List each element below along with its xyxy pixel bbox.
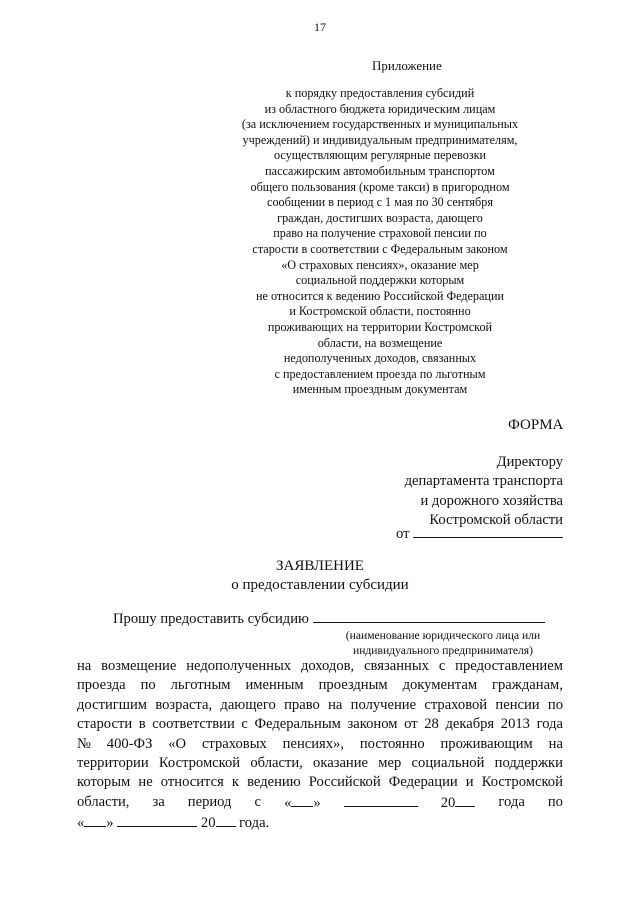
start-day-field: « » xyxy=(284,794,321,811)
body-line xyxy=(77,657,563,676)
body-word: право xyxy=(284,696,320,713)
end-month-blank xyxy=(117,813,197,827)
body-word: получение xyxy=(350,696,417,713)
body-word: пенсии xyxy=(495,696,540,713)
text-line: «О страховых пенсиях», оказание мер xyxy=(281,257,479,272)
body-word: льготным xyxy=(170,677,231,694)
body-word: года xyxy=(498,793,525,810)
body-word: постоянно xyxy=(359,735,425,752)
text-line: (наименование юридического лица или xyxy=(345,629,541,642)
start-day-blank xyxy=(291,793,313,807)
body-word: не xyxy=(138,774,153,791)
body-word: к xyxy=(231,774,239,791)
body-word: Федеральным xyxy=(254,716,341,733)
body-word: которым xyxy=(77,774,131,791)
body-word: ведению xyxy=(247,774,301,791)
body-word: с xyxy=(438,658,446,674)
body-line xyxy=(77,696,563,715)
text-line: департамента транспорта xyxy=(404,473,563,490)
body-word: Костромской xyxy=(481,774,563,791)
text-line: (за исключением государственных и муниципальных xyxy=(241,117,519,132)
text-line: учреждений) и индивидуальным предпринимателям, xyxy=(242,132,518,147)
body-line xyxy=(77,676,563,695)
statement-heading xyxy=(0,557,640,595)
body-word: дающего xyxy=(220,696,276,713)
text-line: граждан, достигших возраста, дающего xyxy=(277,210,483,225)
body-word: за xyxy=(152,793,165,810)
body-word: с xyxy=(241,716,248,733)
body-word: старости xyxy=(77,716,133,733)
from-label: от xyxy=(396,526,410,542)
body-word: территории xyxy=(77,755,149,772)
last-line: « » 20 года. xyxy=(77,815,270,832)
statement-subtitle: о предоставлении субсидии xyxy=(231,577,409,593)
text-line: социальной поддержки которым xyxy=(295,273,465,288)
body-word: Федерации xyxy=(388,774,458,791)
body-word: страховых xyxy=(201,735,267,752)
text-line: Директору xyxy=(496,454,563,470)
text-line: с предоставлением проезда по льготным xyxy=(274,366,486,381)
applicant-name-hint xyxy=(323,628,563,658)
form-label: ФОРМА xyxy=(508,417,564,433)
text-line: общего пользования (кроме такси) в пригородном xyxy=(250,179,510,194)
text-line: индивидуального предпринимателя) xyxy=(352,644,534,657)
body-word: на xyxy=(328,696,343,713)
body-word: проживающим xyxy=(440,735,533,752)
body-word: возмещение xyxy=(101,658,177,674)
body-word: Российской xyxy=(308,774,381,791)
text-line: и дорожного хозяйства xyxy=(420,492,563,509)
body-word: соответствии xyxy=(152,716,235,733)
text-line: области, на возмещение xyxy=(317,335,443,350)
body-word: «О xyxy=(168,735,187,752)
body-word: законом xyxy=(347,716,398,733)
text-line: к порядку предоставления субсидий xyxy=(285,86,475,100)
statement-title: ЗАЯВЛЕНИЕ xyxy=(276,558,364,574)
body-word: по xyxy=(547,793,563,810)
body-word: 400-ФЗ xyxy=(106,735,153,752)
end-year-blank xyxy=(216,813,236,827)
request-field xyxy=(113,609,545,628)
body-word: предоставлением xyxy=(455,658,563,674)
body-word: именным xyxy=(245,677,304,694)
text-line: Костромской области xyxy=(429,511,563,528)
text-line: именным проездным документам xyxy=(292,382,468,397)
text-line: не относится к ведению Российской Федерации xyxy=(256,288,504,303)
body-word: Костромской xyxy=(158,755,241,772)
start-year-blank xyxy=(455,793,475,807)
body-word: пенсиях», xyxy=(282,735,344,752)
start-year-field: 20 xyxy=(441,793,476,813)
body-word: оказание xyxy=(313,755,369,772)
request-text: Прошу предоставить субсидию xyxy=(113,611,309,627)
body-word: по xyxy=(140,677,156,694)
text-line: недополученных доходов, связанных xyxy=(283,351,477,366)
text-line: сообщении в период с 1 мая по 30 сентября xyxy=(267,195,493,210)
body-word: от xyxy=(404,716,418,733)
body-line xyxy=(77,754,563,773)
body-line xyxy=(77,773,563,792)
body-word: гражданам, xyxy=(492,677,563,694)
text-line: из областного бюджета юридическим лицам xyxy=(264,101,496,116)
body-word: социальной xyxy=(411,755,485,772)
body-word: в xyxy=(138,716,146,733)
body-word: на xyxy=(548,735,563,752)
body-word: области, xyxy=(77,793,130,810)
addressee-block xyxy=(303,453,563,530)
from-field xyxy=(396,524,563,543)
period-line xyxy=(77,793,563,813)
text-line: право на получение страховой пенсии по xyxy=(273,226,487,241)
body-line xyxy=(77,735,563,754)
text-line: пассажирским автомобильным транспортом xyxy=(265,163,495,178)
body-word: поддержки xyxy=(494,755,563,772)
body-word: доходов, xyxy=(300,658,355,674)
body-word: документам xyxy=(402,677,478,694)
appendix-text xyxy=(240,86,520,398)
statement-body xyxy=(77,657,563,834)
body-word: по xyxy=(547,696,563,713)
body-word: недополученных xyxy=(186,658,292,674)
text-line: старости в соответствии с Федеральным законом xyxy=(252,241,508,256)
body-word: возраста, xyxy=(155,696,213,713)
body-word: № xyxy=(77,735,91,752)
body-word: 28 xyxy=(424,716,439,733)
body-word: на xyxy=(77,658,92,674)
body-line xyxy=(77,715,563,734)
body-word: области, xyxy=(250,755,303,772)
body-word: относится xyxy=(160,774,224,791)
body-word: проездным xyxy=(318,677,388,694)
body-word: с xyxy=(254,793,262,810)
page-number: 17 xyxy=(314,20,326,34)
applicant-name-blank-line xyxy=(313,609,545,623)
body-word: связанных xyxy=(364,658,429,674)
body-word: и xyxy=(465,774,474,791)
body-word: декабря xyxy=(445,716,495,733)
start-month-blank xyxy=(344,793,418,807)
text-line: проживающих на территории Костромской xyxy=(267,319,493,334)
body-word: достигшим xyxy=(77,696,148,713)
body-word: период xyxy=(187,793,232,810)
end-day-blank xyxy=(84,813,106,827)
body-word: мер xyxy=(378,755,402,772)
body-word: проезда xyxy=(77,677,126,694)
text-line: и Костромской области, постоянно xyxy=(289,304,471,319)
text-line: осуществляющим регулярные перевозки xyxy=(273,148,487,163)
body-word: 2013 xyxy=(500,716,530,733)
body-word: года xyxy=(536,716,563,733)
body-word: страховой xyxy=(424,696,488,713)
appendix-title: Приложение xyxy=(372,58,442,73)
from-blank-line xyxy=(413,524,563,538)
